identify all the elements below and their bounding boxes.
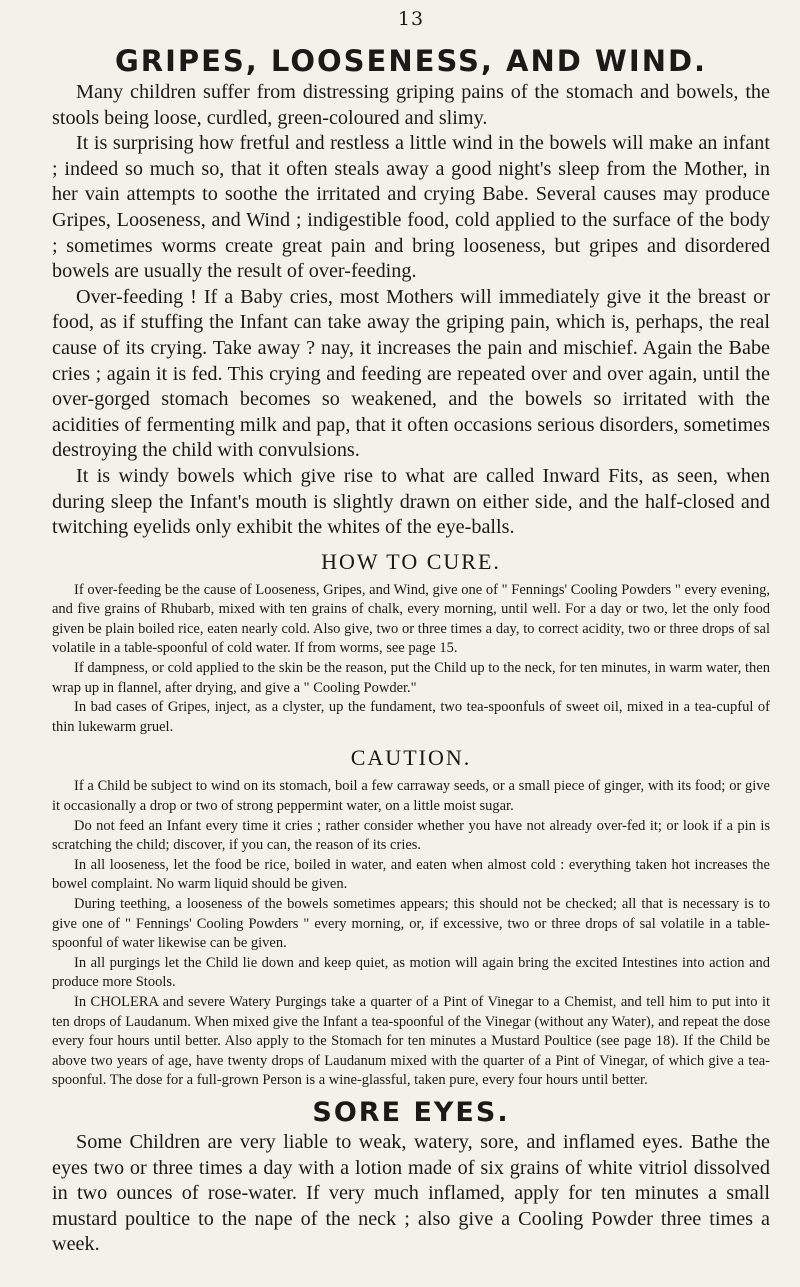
paragraph: During teething, a looseness of the bowels sometimes appears; this should not be checked; all that is necessary is to give one of " Fennings' Cooling Powders " every morning, or, if excessive, two or three drops of sal volatile in a table-spoonful of water likewise can be given. [52, 896, 770, 952]
paragraph: Do not feed an Infant every time it cries ; rather consider whether you have not already over-fed it; or look if a pin is scratching the child; discover, if you can, the reason of its cries. [52, 817, 770, 854]
paragraph: Many children suffer from distressing griping pains of the stomach and bowels, the stools being loose, curdled, green-coloured and slimy. [52, 81, 770, 129]
section-title-caution: CAUTION. [350, 745, 472, 771]
paragraph: If dampness, or cold applied to the skin be the reason, put the Child up to the neck, for ten minutes, in warm water, then wrap up in flannel, after drying, and give a " Cooling Powder." [52, 660, 770, 696]
paragraph: If a Child be subject to wind on its stomach, boil a few carraway seeds, or a small piece of ginger, with its food; or give it occasionally a drop or two of strong peppermint water, on a little moist sugar. [52, 778, 770, 815]
section-sore-eyes [52, 1097, 770, 1258]
paragraph: It is windy bowels which give rise to what are called Inward Fits, as seen, when during sleep the Infant's mouth is slightly drawn on either side, and the half-closed and twitching eyelids only exhibit the whites of the eye-balls. [52, 464, 770, 539]
section-how-to-cure [52, 549, 770, 738]
paragraph: Some Children are very liable to weak, watery, sore, and inflamed eyes. Bathe the eyes two or three times a day with a lotion made of six grains of white vitriol dissolved in two ounces of rose-water. If very much inflamed, apply for ten minutes a small mustard poultice to the nape of the neck ; also give a Cooling Powder three times a week. [52, 1130, 770, 1256]
paragraph: In CHOLERA and severe Watery Purgings take a quarter of a Pint of Vinegar to a Chemist, and tell him to put into it ten drops of Laudanum. When mixed give the Infant a tea-spoonful of the Vinegar (without any Water), and repeat the dose every four hours until better. Also apply to the Stomach for ten minutes a Mustard Poultice (see page 18). If the Child be above two years of age, have twenty drops of Laudanum mixed with the quarter of a Pint of Vinegar, of which give a tea-spoonful. The dose for a full-grown Person is a wine-glassful, taken pure, every four hours until better. [52, 993, 770, 1089]
paragraph: In bad cases of Gripes, inject, as a clyster, up the fundament, two tea-spoonfuls of sweet oil, mixed in a tea-cupful of thin lukewarm gruel. [52, 699, 770, 735]
section-caution [52, 745, 770, 1091]
paragraph: In all looseness, let the food be rice, boiled in water, and eaten when almost cold : everything taken hot increases the bowel complaint. No warm liquid should be given. [52, 856, 770, 893]
section-gripes [52, 44, 770, 541]
page-number: 13 [397, 8, 425, 30]
paragraph: It is surprising how fretful and restless a little wind in the bowels will make an infant ; indeed so much so, that it often steals away a good night's sleep from the Mother, in her vain attempts to soothe the irritated and crying Babe. Several causes may produce Gripes, Looseness, and Wind ; indigestible food, cold applied to the surface of the body ; sometimes worms create great pain and bring looseness, but gripes and disordered bowels are usually the result of over-feeding. [52, 132, 770, 283]
section-title-sore-eyes: SORE EYES. [312, 1096, 510, 1128]
paragraph: In all purgings let the Child lie down and keep quiet, as motion will again bring the excited Intestines into action and produce more Stools. [52, 954, 770, 991]
section-title-how-to-cure: HOW TO CURE. [321, 548, 501, 574]
section-title-gripes: GRIPES, LOOSENESS, AND WIND. [114, 44, 708, 78]
paragraph: Over-feeding ! If a Baby cries, most Mothers will immediately give it the breast or food, as if stuffing the Infant can take away the griping pain, which is, perhaps, the real cause of its crying. Take away ? nay, it increases the pain and mischief. Again the Babe cries ; again it is fed. This crying and feeding are repeated over and over again, until the over-gorged stomach becomes so weakened, and the bowels so irritated with the acidities of fermenting milk and pap, that it often occasions serious disorders, sometimes destroying the child with convulsions. [52, 285, 770, 462]
paragraph: If over-feeding be the cause of Looseness, Gripes, and Wind, give one of " Fennings' Cooling Powders " every evening, and five grains of Rhubarb, mixed with ten grains of chalk, every morning, until well. For a day or two, let the only food given be plain boiled rice, eaten nearly cold. Also give, two or three times a day, to correct acidity, two or three drops of sal volatile in a table-spoonful of cold water. If from worms, see page 15. [52, 581, 770, 657]
